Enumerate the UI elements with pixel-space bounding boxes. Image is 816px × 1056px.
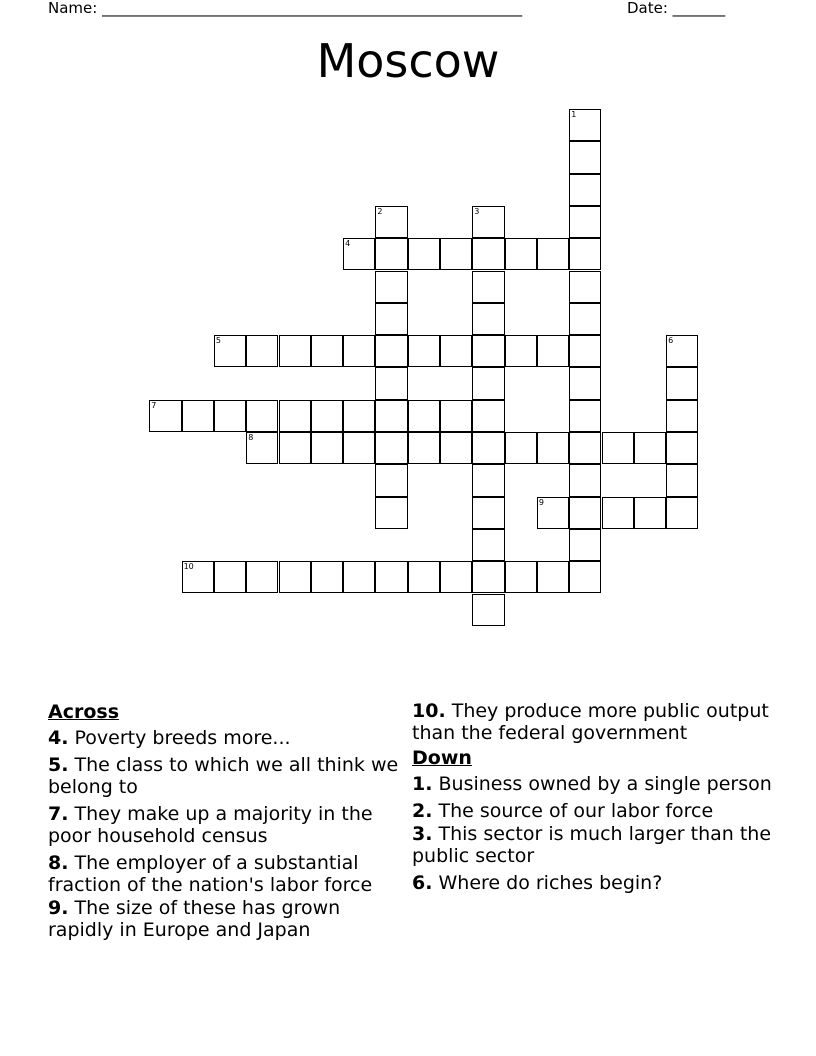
- crossword-cell[interactable]: [666, 497, 698, 529]
- crossword-cell[interactable]: [472, 464, 504, 496]
- crossword-cell[interactable]: [634, 432, 666, 464]
- cell-number: 10: [183, 562, 194, 572]
- clue-number: 1.: [412, 773, 433, 795]
- crossword-cell[interactable]: [537, 238, 569, 270]
- crossword-cell[interactable]: [375, 367, 407, 399]
- clue-text: They make up a majority in the poor household census: [48, 803, 373, 847]
- crossword-cell[interactable]: [569, 271, 601, 303]
- clue-number: 9.: [48, 897, 69, 919]
- crossword-cell[interactable]: [375, 206, 407, 238]
- clue-text: The employer of a substantial fraction of the nation's labor force: [48, 852, 373, 896]
- crossword-cell[interactable]: [375, 432, 407, 464]
- clue-text: The size of these has grown rapidly in Europe and Japan: [48, 897, 341, 941]
- crossword-cell[interactable]: [569, 400, 601, 432]
- name-field-label: Name: ________________________________________________________: [48, 0, 523, 17]
- cell-number: 1: [571, 110, 577, 119]
- crossword-cell[interactable]: [569, 303, 601, 335]
- cell-number: 9: [538, 497, 544, 507]
- crossword-cell[interactable]: [246, 561, 278, 593]
- crossword-cell[interactable]: [408, 238, 440, 270]
- clue-text: The class to which we all think we belong to: [48, 754, 399, 798]
- crossword-cell[interactable]: [666, 335, 698, 367]
- crossword-cell[interactable]: [440, 335, 472, 367]
- clue-number: 4.: [48, 727, 69, 749]
- crossword-cell[interactable]: [408, 335, 440, 367]
- crossword-cell[interactable]: [279, 561, 311, 593]
- crossword-cell[interactable]: [537, 335, 569, 367]
- crossword-cell[interactable]: [343, 400, 375, 432]
- across-clue-8: [48, 852, 410, 896]
- down-clue-2: [412, 800, 774, 822]
- crossword-cell[interactable]: [569, 141, 601, 173]
- crossword-cell[interactable]: [634, 497, 666, 529]
- crossword-cell[interactable]: [343, 561, 375, 593]
- crossword-cell[interactable]: [408, 561, 440, 593]
- crossword-cell[interactable]: [569, 432, 601, 464]
- crossword-cell[interactable]: [279, 432, 311, 464]
- crossword-cell[interactable]: [246, 335, 278, 367]
- crossword-cell[interactable]: [569, 174, 601, 206]
- crossword-cell[interactable]: [375, 400, 407, 432]
- crossword-cell[interactable]: [569, 464, 601, 496]
- clue-text: The source of our labor force: [438, 800, 714, 822]
- crossword-cell[interactable]: [408, 400, 440, 432]
- crossword-cell[interactable]: [375, 271, 407, 303]
- crossword-cell[interactable]: [408, 432, 440, 464]
- clue-number: 3.: [412, 823, 433, 845]
- crossword-cell[interactable]: [472, 594, 504, 626]
- cell-number: 6: [668, 336, 674, 346]
- crossword-cell[interactable]: [440, 238, 472, 270]
- crossword-cell[interactable]: [569, 529, 601, 561]
- crossword-cell[interactable]: [279, 400, 311, 432]
- clue-number: 6.: [412, 872, 433, 894]
- crossword-cell[interactable]: [472, 497, 504, 529]
- crossword-cell[interactable]: [375, 497, 407, 529]
- clue-text: This sector is much larger than the public sector: [412, 823, 772, 867]
- across-clue-5: [48, 754, 410, 798]
- clue-text: Poverty breeds more...: [74, 727, 291, 749]
- cell-number: 5: [215, 336, 221, 346]
- crossword-cell[interactable]: [602, 497, 634, 529]
- clue-number: 2.: [412, 800, 433, 822]
- crossword-cell[interactable]: [472, 335, 504, 367]
- crossword-cell[interactable]: [343, 432, 375, 464]
- crossword-cell[interactable]: [375, 303, 407, 335]
- crossword-cell[interactable]: [440, 561, 472, 593]
- crossword-cell[interactable]: [505, 335, 537, 367]
- crossword-cell[interactable]: [666, 400, 698, 432]
- crossword-cell[interactable]: [311, 561, 343, 593]
- clues-column-right: [412, 700, 774, 899]
- across-clue-4: [48, 727, 410, 749]
- clue-text: Business owned by a single person: [438, 773, 772, 795]
- crossword-cell[interactable]: [149, 400, 181, 432]
- crossword-cell[interactable]: [569, 238, 601, 270]
- crossword-cell[interactable]: [666, 464, 698, 496]
- crossword-cell[interactable]: [375, 238, 407, 270]
- crossword-cell[interactable]: [375, 561, 407, 593]
- clue-text: Where do riches begin?: [438, 872, 663, 894]
- crossword-cell[interactable]: [472, 432, 504, 464]
- crossword-cell[interactable]: [472, 529, 504, 561]
- crossword-cell[interactable]: [537, 561, 569, 593]
- crossword-cell[interactable]: [472, 206, 504, 238]
- clue-text: They produce more public output than the federal government: [412, 700, 769, 744]
- crossword-cell[interactable]: [311, 400, 343, 432]
- crossword-cell[interactable]: [182, 561, 214, 593]
- crossword-cell[interactable]: [472, 367, 504, 399]
- crossword-cell[interactable]: [343, 335, 375, 367]
- down-heading: Down: [412, 747, 472, 769]
- cell-number: 2: [377, 206, 383, 216]
- cell-number: 7: [151, 400, 157, 410]
- crossword-cell[interactable]: [375, 335, 407, 367]
- across-clue-10: [412, 700, 774, 744]
- crossword-cell[interactable]: [569, 109, 601, 141]
- crossword-cell[interactable]: [472, 303, 504, 335]
- date-field-label: Date: _______: [627, 0, 726, 17]
- crossword-cell[interactable]: [343, 238, 375, 270]
- crossword-cell[interactable]: [505, 432, 537, 464]
- crossword-cell[interactable]: [279, 335, 311, 367]
- crossword-cell[interactable]: [214, 400, 246, 432]
- cell-number: 8: [248, 433, 254, 442]
- crossword-cell[interactable]: [214, 561, 246, 593]
- down-clue-6: [412, 872, 774, 894]
- crossword-cell[interactable]: [602, 432, 634, 464]
- crossword-cell[interactable]: [569, 561, 601, 593]
- clue-number: 5.: [48, 754, 69, 776]
- down-clue-3: [412, 823, 774, 867]
- across-clue-9: [48, 897, 410, 941]
- crossword-cell[interactable]: [569, 497, 601, 529]
- crossword-cell[interactable]: [537, 497, 569, 529]
- crossword-cell[interactable]: [472, 238, 504, 270]
- crossword-cell[interactable]: [375, 464, 407, 496]
- crossword-cell[interactable]: [311, 432, 343, 464]
- clue-number: 8.: [48, 852, 69, 874]
- crossword-cell[interactable]: [505, 561, 537, 593]
- crossword-cell[interactable]: [537, 432, 569, 464]
- crossword-cell[interactable]: [311, 335, 343, 367]
- across-clue-7: [48, 803, 410, 847]
- crossword-cell[interactable]: [666, 367, 698, 399]
- cell-number: 3: [474, 206, 480, 216]
- clue-number: 10.: [412, 700, 446, 722]
- crossword-cell[interactable]: [666, 432, 698, 464]
- crossword-cell[interactable]: [182, 400, 214, 432]
- crossword-cell[interactable]: [440, 432, 472, 464]
- crossword-cell[interactable]: [472, 271, 504, 303]
- crossword-cell[interactable]: [440, 400, 472, 432]
- crossword-cell[interactable]: [214, 335, 246, 367]
- crossword-cell[interactable]: [246, 432, 278, 464]
- crossword-cell[interactable]: [246, 400, 278, 432]
- crossword-cell[interactable]: [569, 367, 601, 399]
- crossword-cell[interactable]: [505, 238, 537, 270]
- crossword-cell[interactable]: [472, 400, 504, 432]
- crossword-cell[interactable]: [569, 206, 601, 238]
- clue-number: 7.: [48, 803, 69, 825]
- crossword-cell[interactable]: [472, 561, 504, 593]
- cell-number: 4: [345, 239, 351, 249]
- page-title: Moscow: [316, 34, 500, 88]
- clues-column-left: [48, 700, 410, 946]
- down-clue-1: [412, 773, 774, 795]
- across-heading: Across: [48, 701, 120, 723]
- crossword-cell[interactable]: [569, 335, 601, 367]
